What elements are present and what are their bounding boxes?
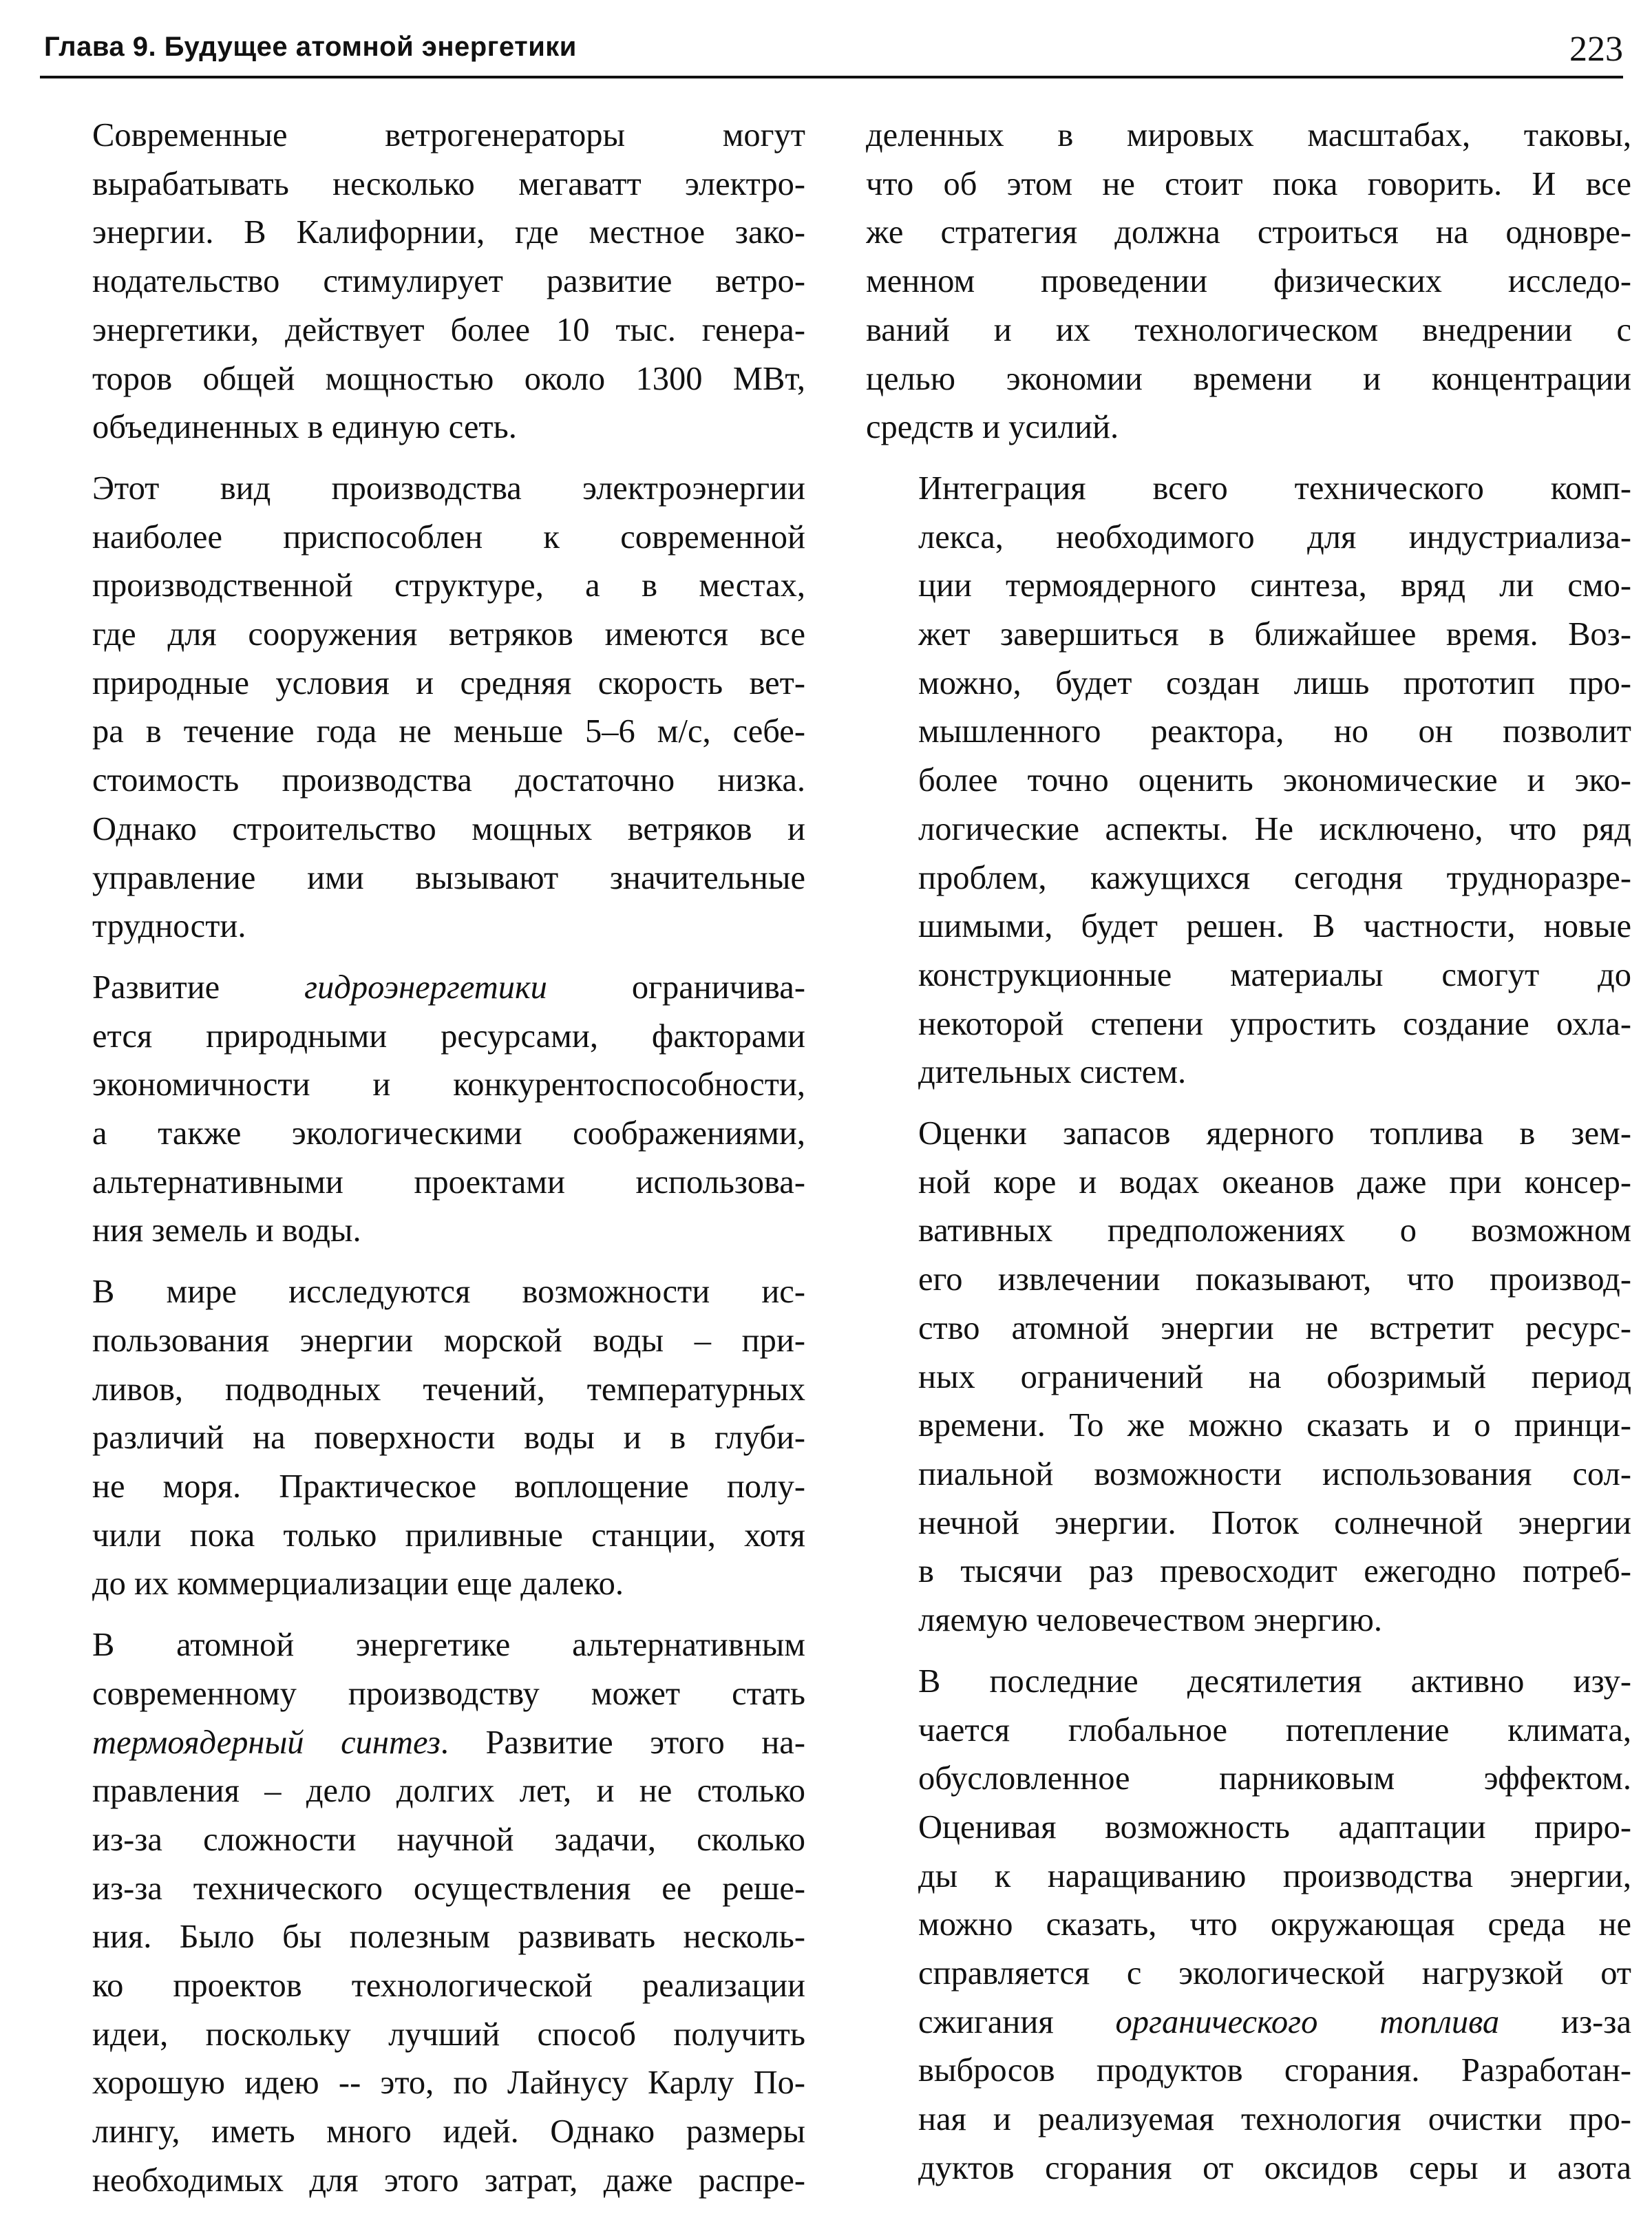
text-line: идеи, поскольку лучший способ получить [92, 2016, 805, 2053]
text-line: менном проведении физических исследо- [866, 263, 1631, 300]
text-line: стоимость производства достаточно низка. [92, 762, 805, 799]
text-line: ра в течение года не меньше 5–6 м/с, себе- [92, 713, 805, 750]
text-line: лекса, необходимого для индустриализа- [918, 518, 1631, 556]
text-line: В мире исследуются возможности ис- [92, 1274, 805, 1311]
text-line: можно сказать, что окружающая среда не [918, 1906, 1631, 1943]
text-line: В атомной энергетике альтернативным [92, 1627, 805, 1664]
text-line: производственной структуре, а в местах, [92, 567, 805, 604]
text-line: можно, будет создан лишь прототип про- [918, 664, 1631, 701]
emphasis-organic-fuel: органического топлива [1115, 2003, 1500, 2040]
text-line: ных ограничений на обозримый период [918, 1358, 1631, 1395]
text-line: времени. То же можно сказать и о принци- [918, 1407, 1631, 1444]
text-line: проблем, кажущихся сегодня трудноразре- [918, 859, 1631, 896]
text-line: ции термоядерного синтеза, вряд ли смо- [918, 567, 1631, 604]
text-line: Оценивая возможность адаптации приро- [918, 1808, 1631, 1846]
text-line: трудности. [92, 908, 246, 945]
text-line: средств и усилий. [866, 409, 1119, 446]
running-head [40, 28, 1623, 78]
text-line: из-за технического осуществления ее реше- [92, 1870, 805, 1907]
text-line: объединенных в единую сеть. [92, 409, 517, 446]
text-line: чается глобальное потепление климата, [918, 1711, 1631, 1749]
text-line: нечной энергии. Поток солнечной энергии [918, 1504, 1631, 1541]
text-line: в тысячи раз превосходит ежегодно потреб- [918, 1553, 1631, 1590]
text-line: природные условия и средняя скорость вет- [92, 664, 805, 701]
text-line: лингу, иметь много идей. Однако размеры [92, 2113, 805, 2151]
text-line: деленных в мировых масштабах, таковы, [866, 117, 1631, 154]
text-line: ство атомной энергии не встретит ресурс- [918, 1309, 1631, 1346]
paragraph-global-warming [866, 1658, 1631, 2193]
text-line: логические аспекты. Не исключено, что ряд [918, 810, 1631, 847]
text-line: же стратегия должна строиться на одновре- [866, 214, 1631, 251]
text-line: более точно оценить экономические и эко- [918, 762, 1631, 799]
text-line: Однако строительство мощных ветряков и [92, 810, 805, 847]
text-line: Развитие гидроэнергетики ограничива- [92, 969, 805, 1006]
text-line: дительных систем. [918, 1054, 1187, 1091]
text-line: Интеграция всего технического комп- [918, 469, 1631, 507]
text-line: ды к наращиванию производства энергии, [918, 1857, 1631, 1894]
text-line: Оценки запасов ядерного топлива в зем- [918, 1115, 1631, 1152]
text-line: а также экологическими соображениями, [92, 1115, 805, 1152]
text-line: некоторой степени упростить создание охла- [918, 1005, 1631, 1042]
text-line: где для сооружения ветряков имеются все [92, 616, 805, 653]
paragraph-hydropower [40, 964, 805, 1256]
chapter-title: Глава 9. Будущее атомной энергетики [44, 32, 577, 62]
text-line: обусловленное парниковым эффектом. [918, 1760, 1631, 1797]
paragraph-continued [866, 112, 1631, 452]
text-line: мышленного реактора, но он позволит [918, 713, 1631, 750]
text-line: необходимых для этого затрат, даже распре- [92, 2162, 805, 2199]
text-line: управление ими вызывают значительные [92, 859, 805, 896]
text-line: справляется с экологической нагрузкой от [918, 1955, 1631, 1992]
text-line: наиболее приспособлен к современной [92, 518, 805, 556]
text-line: не моря. Практическое воплощение полу- [92, 1468, 805, 1505]
text-line: шимыми, будет решен. В частности, новые [918, 908, 1631, 945]
text-line: различий на поверхности воды и в глуби- [92, 1419, 805, 1457]
text-line: что об этом не стоит пока говорить. И все [866, 165, 1631, 202]
text-line: до их коммерциализации еще далеко. [92, 1565, 624, 1603]
text-line: нодательство стимулирует развитие ветро- [92, 263, 805, 300]
text-line: ная и реализуемая технология очистки про- [918, 2101, 1631, 2138]
text-line: пиальной возможности использования сол- [918, 1455, 1631, 1492]
text-line: альтернативными проектами использова- [92, 1163, 805, 1201]
text-line: ния. Было бы полезным развивать несколь- [92, 1919, 805, 1956]
text-line: целью экономии времени и концентрации [866, 360, 1631, 397]
text-line: экономичности и конкурентоспособности, [92, 1066, 805, 1103]
text-line: чили пока только приливные станции, хотя [92, 1517, 805, 1554]
text-line: В последние десятилетия активно изу- [918, 1662, 1631, 1700]
text-line: хорошую идею -- это, по Лайнусу Карлу По- [92, 2064, 805, 2102]
text-line: ется природными ресурсами, факторами [92, 1017, 805, 1055]
text-line: правления – дело долгих лет, и не столько [92, 1773, 805, 1810]
text-line: вативных предположениях о возможном [918, 1212, 1631, 1249]
text-line: вырабатывать несколько мегаватт электро- [92, 165, 805, 202]
text-line: ко проектов технологической реализации [92, 1967, 805, 2005]
text-line: дуктов сгорания от оксидов серы и азота [918, 2149, 1631, 2186]
text-line: ной коре и водах океанов даже при консер- [918, 1163, 1631, 1201]
text-line: энергетики, действует более 10 тыс. генера- [92, 311, 805, 348]
paragraph-sea-energy [40, 1268, 805, 1609]
text-line: жет завершиться в ближайшее время. Воз- [918, 616, 1631, 653]
text-line: Этот вид производства электроэнергии [92, 469, 805, 507]
text-line: ливов, подводных течений, температурных [92, 1371, 805, 1408]
text-line: торов общей мощностью около 1300 МВт, [92, 360, 805, 397]
text-line: Современные ветрогенераторы могут [92, 117, 805, 154]
left-column [40, 112, 805, 2218]
text-line: пользования энергии морской воды – при- [92, 1322, 805, 1359]
paragraph-fuel-reserves [866, 1110, 1631, 1645]
text-line: ляемую человечеством энергию. [918, 1602, 1382, 1639]
text-line: из-за сложности научной задачи, сколько [92, 1821, 805, 1858]
text-line: современному производству может стать [92, 1675, 805, 1712]
text-line: термоядерный синтез. Развитие этого на- [92, 1724, 805, 1761]
text-line: его извлечении показывают, что производ- [918, 1261, 1631, 1298]
text-line: энергии. В Калифорнии, где местное зако- [92, 214, 805, 251]
text-line: выбросов продуктов сгорания. Разработан- [918, 2052, 1631, 2089]
text-line: ния земель и воды. [92, 1212, 361, 1249]
paragraph-wind-production [40, 465, 805, 951]
paragraph-integration [866, 465, 1631, 1097]
right-column [866, 112, 1631, 2206]
emphasis-hydropower: гидроэнергетики [304, 969, 547, 1006]
paragraph-thermonuclear [40, 1621, 805, 2205]
page-number: 223 [1569, 30, 1623, 69]
paragraph-wind-generators [40, 112, 805, 452]
emphasis-thermonuclear: термоядерный синтез [92, 1724, 441, 1761]
text-line: сжигания органического топлива из-за [918, 2003, 1631, 2040]
text-line: конструкционные материалы смогут до [918, 956, 1631, 993]
text-line: ваний и их технологическом внедрении с [866, 311, 1631, 348]
